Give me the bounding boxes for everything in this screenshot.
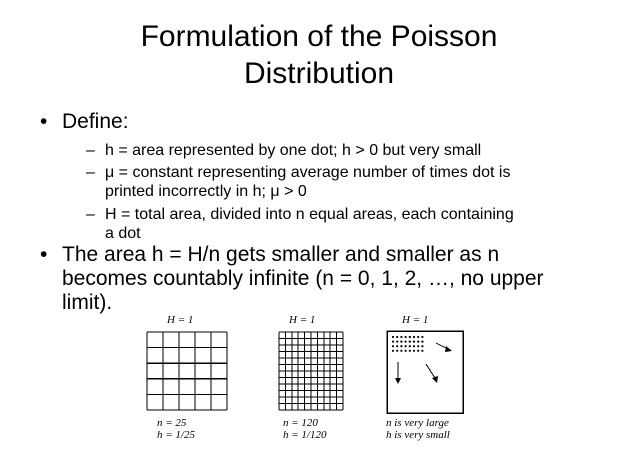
dot [417, 350, 419, 352]
dot [396, 345, 398, 347]
dot [400, 345, 402, 347]
sub-bullet-H-line2: a dot [105, 225, 141, 242]
dot [405, 336, 407, 338]
title-line-1: Formulation of the Poisson [140, 20, 498, 53]
dot [421, 345, 423, 347]
figure-25 [140, 312, 250, 441]
figure-120-caption-h: h = 1/120 [283, 429, 327, 441]
slide-title [0, 18, 638, 92]
sub-dash: – [86, 206, 95, 223]
sub-dash: – [86, 142, 95, 159]
figure-25-caption-n: n = 25 [157, 417, 187, 429]
dot [405, 341, 407, 343]
dot [413, 336, 415, 338]
dot [417, 341, 419, 343]
dot [409, 336, 411, 338]
bullet-area-line1: The area h = H/n gets smaller and smaller as n [62, 243, 500, 266]
dot [405, 345, 407, 347]
figure-large-n [380, 312, 500, 441]
dot [396, 336, 398, 338]
dot [413, 341, 415, 343]
grid-5x5 [145, 330, 245, 414]
dot [417, 345, 419, 347]
bullet-dot: • [40, 243, 48, 266]
dot [396, 341, 398, 343]
dot [396, 350, 398, 352]
figure-120-top-label: H = 1 [289, 314, 316, 326]
dot [409, 350, 411, 352]
dots-square [386, 330, 466, 416]
bullet-define-text: Define: [62, 110, 129, 133]
dot [392, 345, 394, 347]
figure-large-caption-h: h is very small [386, 429, 450, 441]
dot [409, 341, 411, 343]
bullet-area-line3: limit). [62, 291, 113, 314]
bullet-dot: • [40, 110, 48, 133]
dot [405, 350, 407, 352]
dot [413, 345, 415, 347]
dot [421, 350, 423, 352]
dot [421, 336, 423, 338]
figure-120-caption-n: n = 120 [283, 417, 318, 429]
dot [392, 341, 394, 343]
figure-large-caption-n: n is very large [386, 417, 449, 429]
dot [392, 350, 394, 352]
dot [409, 345, 411, 347]
figure-25-caption-h: h = 1/25 [157, 429, 195, 441]
sub-bullet-mu-line2: printed incorrectly in h; μ > 0 [105, 183, 307, 200]
dot [400, 350, 402, 352]
dot [400, 341, 402, 343]
bullet-area-line2: becomes countably infinite (n = 0, 1, 2, …, no upper [62, 267, 544, 290]
figure-120 [267, 312, 377, 441]
title-line-2: Distribution [243, 57, 395, 90]
dot [392, 336, 394, 338]
dot [421, 341, 423, 343]
grid-12x10 [277, 330, 347, 414]
sub-bullet-h-text: h = area represented by one dot; h > 0 but very small [105, 142, 482, 159]
dot [413, 350, 415, 352]
sub-dash: – [86, 164, 95, 181]
dot [417, 336, 419, 338]
dot [400, 336, 402, 338]
figure-25-top-label: H = 1 [167, 314, 194, 326]
figure-large-top-label: H = 1 [402, 314, 429, 326]
sub-bullet-mu-line1: μ = constant representing average number of times dot is [105, 164, 511, 181]
sub-bullet-H-line1: H = total area, divided into n equal areas, each containing [105, 206, 514, 223]
